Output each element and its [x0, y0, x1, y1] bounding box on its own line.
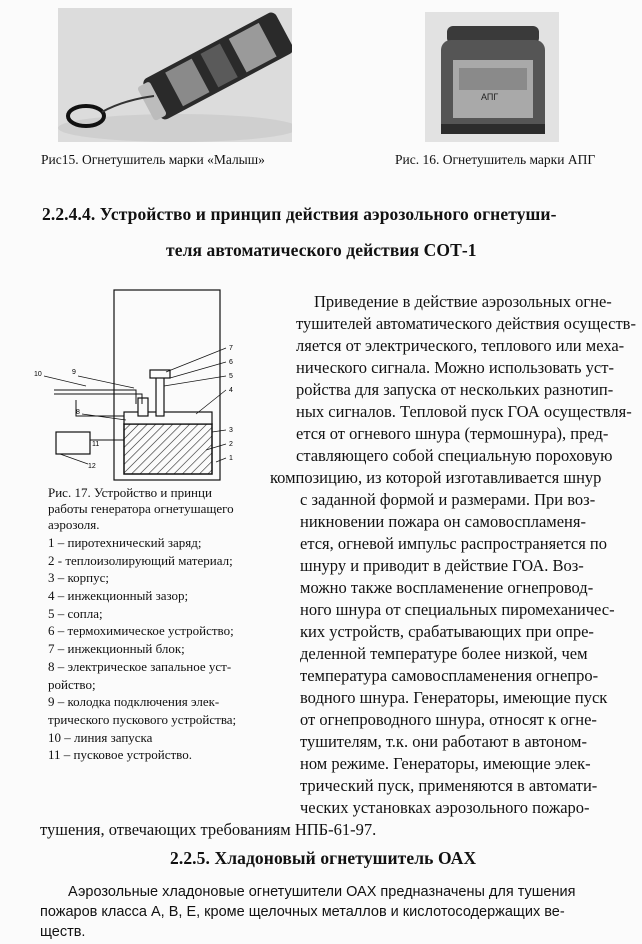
body-line: с заданной формой и размерами. При воз-	[300, 490, 596, 509]
diagram-label: 12	[88, 463, 96, 470]
body-line: температура самовоспламенения огнепро-	[300, 666, 599, 685]
legend-item: 4 – инжекционный зазор;	[48, 588, 189, 604]
body-line: нического сигнала. Можно использовать уст-	[296, 358, 614, 377]
fig16-caption: Рис. 16. Огнетушитель марки АПГ	[395, 152, 596, 167]
legend-item: 1 – пиротехнический заряд;	[48, 535, 202, 550]
legend-item: 2 - теплоизолирующий материал;	[48, 552, 233, 568]
diagram-label: 9	[72, 369, 76, 376]
malysh-extinguisher-image	[58, 8, 292, 142]
body-line: ном режиме. Генераторы, имеющие элек-	[300, 754, 591, 773]
fig17-caption-line: Рис. 17. Устройство и принци	[48, 485, 212, 500]
section-heading-line1: 2.2.4.4. Устройство и принцип действия аэрозольного огнетуши-	[42, 204, 557, 224]
legend-item: 9 – колодка подключения элек-	[48, 694, 220, 710]
fig17-caption-line: работы генератора огнетушащего	[48, 501, 234, 516]
fig17-caption-line: аэрозоля.	[48, 517, 100, 532]
body-line: тушителей автоматического действия осуществ-	[296, 314, 636, 333]
body-line: можно также воспламенение огнепровод-	[300, 578, 594, 597]
body-line: ется от огневого шнура (термошнура), пред-	[296, 424, 609, 443]
diagram-label: 1	[229, 455, 233, 462]
diagram-label: 6	[229, 359, 233, 366]
body-line: тушителям, т.к. они работают в автоном-	[300, 732, 587, 751]
fig17-diagram	[26, 282, 266, 490]
fig17-legend	[48, 535, 273, 765]
apg-label: АПГ	[481, 92, 499, 102]
diagram-label: 4	[229, 387, 233, 394]
body-line: трический пуск, применяются в автомати-	[300, 776, 598, 795]
paragraph-line: Аэрозольные хладоновые огнетушители ОАХ предназначены для тушения	[68, 884, 576, 900]
fig15-caption: Рис15. Огнетушитель марки «Малыш»	[41, 152, 265, 167]
body-line: ных сигналов. Тепловой пуск ГОА осуществля-	[296, 402, 632, 421]
body-line: шнуру и приводит в действие ГОА. Воз-	[300, 556, 584, 575]
body-line: ляется от электрического, теплового или меха-	[296, 336, 625, 355]
legend-item: ройство;	[48, 676, 96, 692]
legend-item: 8 – электрическое запальное уст-	[48, 658, 232, 674]
legend-item: 6 – термохимическое устройство;	[48, 623, 234, 639]
body-line: ройства для запуска от нескольких разнотип-	[296, 380, 614, 399]
body-line: ного шнура от специальных пиромеханичес-	[300, 600, 615, 619]
diagram-label: 10	[34, 371, 42, 378]
body-line: ставляющего собой специальную пороховую	[296, 446, 613, 465]
body-line-full: тушения, отвечающих требованиям НПБ-61-97.	[40, 820, 377, 839]
legend-item: трического пускового устройства;	[48, 711, 237, 727]
paragraph-line: пожаров класса А, В, Е, кроме щелочных металлов и кислотосодержащих ве-	[40, 904, 565, 920]
body-line: от огнепроводного шнура, относят к огне-	[300, 710, 597, 729]
fig15-photo	[58, 8, 292, 142]
legend-item: 11 – пусковое устройство.	[48, 747, 192, 763]
injection-block	[124, 412, 212, 424]
diagram-label: 7	[229, 345, 233, 352]
legend-item: 5 – сопла;	[48, 605, 103, 621]
body-line: ческих установках аэрозольного пожаро-	[300, 798, 590, 817]
starter-device	[56, 432, 90, 454]
fig16-photo	[425, 12, 559, 142]
section-heading-225: 2.2.5. Хладоновый огнетушитель ОАХ	[170, 848, 477, 868]
legend-item: 3 – корпус;	[48, 570, 109, 586]
diagram-label: 3	[229, 427, 233, 434]
body-line: ких устройств, срабатывающих при опре-	[300, 622, 594, 641]
diagram-label: 2	[229, 441, 233, 448]
paragraph-line: ществ.	[40, 924, 86, 940]
body-line: водного шнура. Генераторы, имеющие пуск	[300, 688, 608, 707]
body-line: композицию, из которой изготавливается шнур	[270, 468, 602, 487]
legend-item: 10 – линия запуска	[48, 729, 153, 745]
diagram-label: 11	[92, 441, 100, 448]
apg-extinguisher-image	[425, 12, 559, 142]
legend-item: 7 – инжекционный блок;	[48, 641, 185, 657]
section-heading-line2: теля автоматического действия СОТ-1	[166, 240, 477, 260]
body-line: Приведение в действие аэрозольных огне-	[314, 292, 612, 311]
body-line: деленной температуре более низкой, чем	[300, 644, 588, 663]
body-line: никновении пожара он самовоспламеня-	[300, 512, 586, 531]
pyrotechnic-charge	[124, 424, 212, 474]
fig17-caption	[48, 485, 268, 533]
diagram-label: 8	[76, 409, 80, 416]
body-line: ется, огневой импульс распространяется по	[300, 534, 608, 553]
diagram-label: 5	[229, 373, 233, 380]
